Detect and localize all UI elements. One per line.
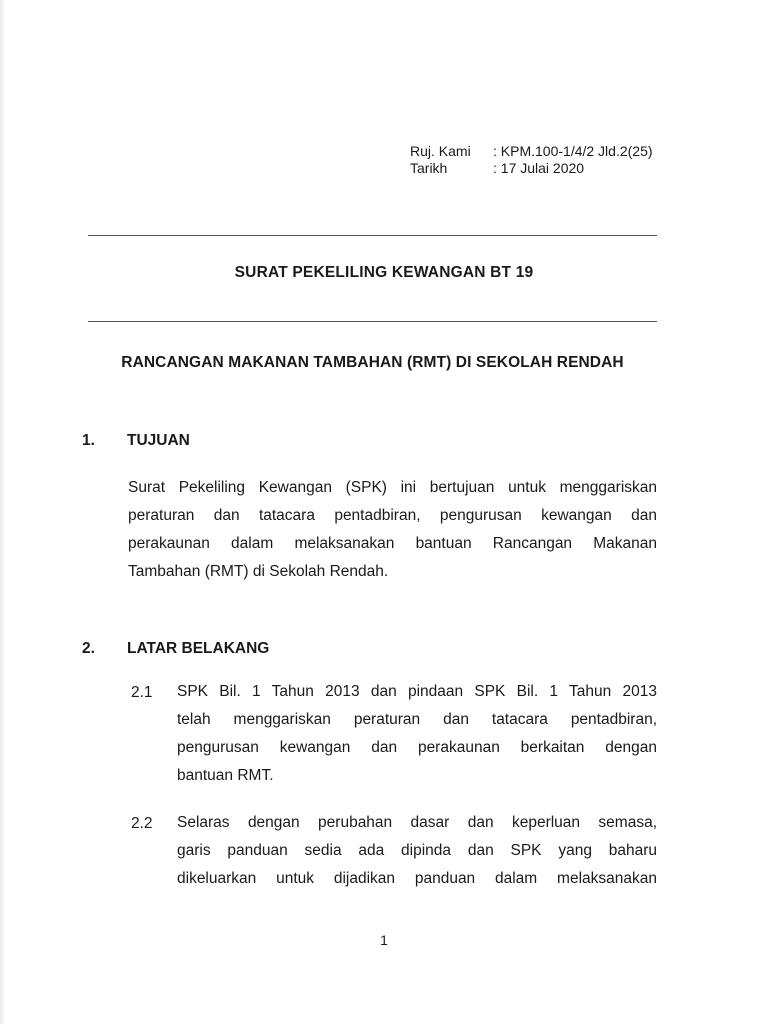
section-1-heading <box>82 432 190 450</box>
divider-top <box>88 235 657 236</box>
subsection-number: 2.1 <box>131 684 153 701</box>
section-title: TUJUAN <box>127 432 190 449</box>
date-row <box>410 160 653 177</box>
circular-title: SURAT PEKELILING KEWANGAN BT 19 <box>234 264 534 281</box>
paragraph-line: pengurusan kewangan dan perakaunan berkaitan dengan <box>177 739 657 756</box>
paragraph-line: Selaras dengan perubahan dasar dan keperluan semasa, <box>177 814 657 831</box>
section-2-heading <box>82 640 269 658</box>
subsection-number: 2.2 <box>131 815 153 832</box>
paragraph-line: Tambahan (RMT) di Sekolah Rendah. <box>128 563 389 580</box>
scan-edge <box>0 0 6 1024</box>
date-label: Tarikh <box>410 160 448 176</box>
ref-value: : KPM.100-1/4/2 Jld.2(25) <box>493 143 653 159</box>
paragraph-line: Surat Pekeliling Kewangan (SPK) ini bertujuan untuk menggariskan <box>128 479 657 496</box>
section-1-paragraph <box>128 474 657 586</box>
page-number: 1 <box>380 932 388 948</box>
divider-bottom <box>88 321 657 322</box>
reference-row <box>410 143 653 160</box>
section-title: LATAR BELAKANG <box>127 640 270 657</box>
paragraph-line: SPK Bil. 1 Tahun 2013 dan pindaan SPK Bil. 1 Tahun 2013 <box>177 683 657 700</box>
paragraph-line: garis panduan sedia ada dipinda dan SPK yang baharu <box>177 842 657 859</box>
paragraph-line: perakaunan dalam melaksanakan bantuan Rancangan Makanan <box>128 535 657 552</box>
paragraph-line: telah menggariskan peraturan dan tatacara pentadbiran, <box>177 711 657 728</box>
reference-block <box>410 143 653 177</box>
subsection-2-1-paragraph <box>177 678 657 790</box>
date-value: : 17 Julai 2020 <box>493 160 585 176</box>
subject-title: RANCANGAN MAKANAN TAMBAHAN (RMT) DI SEKOLAH RENDAH <box>121 354 624 371</box>
paragraph-line: bantuan RMT. <box>177 767 274 784</box>
section-number: 1. <box>82 432 95 449</box>
section-number: 2. <box>82 640 95 657</box>
ref-label: Ruj. Kami <box>410 143 471 159</box>
subsection-2-2-paragraph <box>177 809 657 893</box>
paragraph-line: peraturan dan tatacara pentadbiran, pengurusan kewangan dan <box>128 507 657 524</box>
paragraph-line: dikeluarkan untuk dijadikan panduan dalam melaksanakan <box>177 870 657 887</box>
